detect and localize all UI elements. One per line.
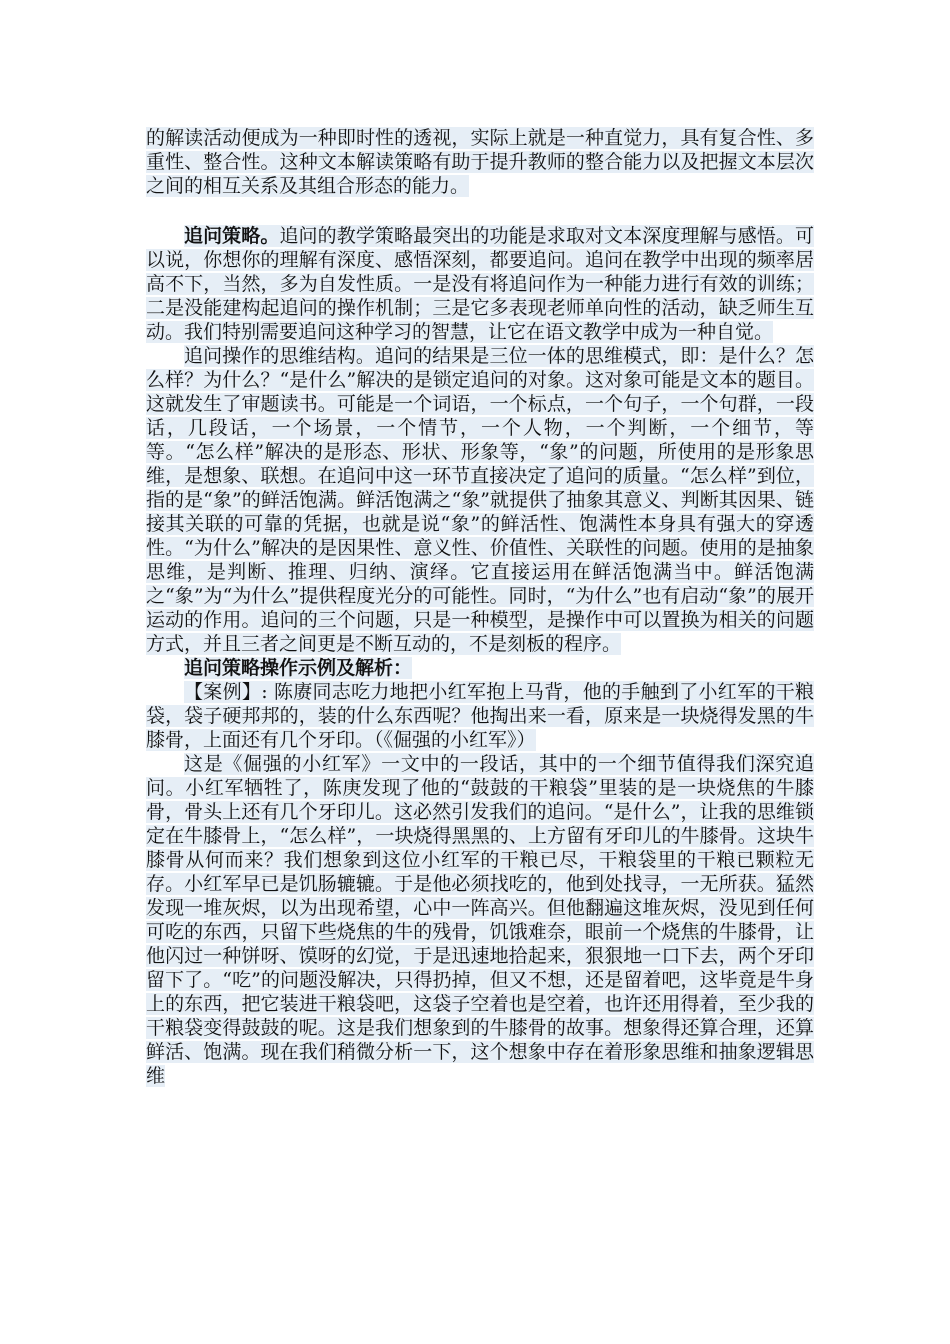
case-text: : 陈赓同志吃力地把小红军抱上马背，他的手触到了小红军的干粮袋，袋子硬邦邦的，装的什么东西呢？他掏出来一看，原来是一块烧得发黑的牛膝骨，上面还有几个牙印。（《倔强的小红军》）: [146, 681, 814, 751]
example-heading: 追问策略操作示例及解析：: [184, 657, 413, 679]
main-block: [146, 224, 814, 1088]
structure-text: 追问操作的思维结构。追问的结果是三位一体的思维模式，即：是什么？怎么样？为什么？“是什么”解决的是锁定追问的对象。这对象可能是文本的题目。这就发生了审题读书。可能是一个词语，一个标点，一个句子，一个句群，一段话，几段话，一个场景，一个情节，一个人物，一个判断，一个细节，等等。“怎么样”解决的是形态、形状、形象等，“象”的问题，所使用的是形象思维，是想象、联想。在追问中这一环节直接决定了追问的质量。“怎么样”到位，指的是“象”的鲜活饱满。鲜活饱满之“象”就提供了抽象其意义、判断其因果、链接其关联的可靠的凭据，也就是说“象”的鲜活性、饱满性本身具有强大的穿透性。“为什么”解决的是因果性、意义性、价值性、关联性的问题。使用的是抽象思维，是判断、推理、归纳、演绎。它直接运用在鲜活饱满当中。鲜活饱满之“象”为“为什么”提供程度光分的可能性。同时，“为什么”也有启动“象”的展开运动的作用。追问的三个问题，只是一种模型，是操作中可以置换为相关的问题方式，并且三者之间更是不断互动的，不是刻板的程序。: [146, 345, 814, 655]
structure-paragraph: [146, 344, 814, 656]
case-label: 【案例】: [184, 681, 262, 703]
analysis-text: 这是《倔强的小红军》一文中的一段话，其中的一个细节值得我们深究追问。小红军牺牲了，陈庚发现了他的“鼓鼓的干粮袋”里装的是一块烧焦的牛膝骨，骨头上还有几个牙印儿。这必然引发我们的追问。“是什么”，让我的思维锁定在牛膝骨上，“怎么样”，一块烧得黑黑的、上方留有牙印儿的牛膝骨。这块牛膝骨从何而来？我们想象到这位小红军的干粮已尽，干粮袋里的干粮已颗粒无存。小红军早已是饥肠辘辘。于是他必须找吃的，他到处找寻，一无所获。猛然发现一堆灰烬，以为出现希望，心中一阵高兴。但他翻遍这堆灰烬，没见到任何可吃的东西，只留下些烧焦的牛的残骨，饥饿难奈，眼前一个烧焦的牛膝骨，让他闪过一种饼呀、馍呀的幻觉，于是迅速地拾起来，狠狠地一口下去，两个牙印留下了。“吃”的问题没解决，只得扔掉，但又不想，还是留着吧，这毕竟是牛身上的东西，把它装进干粮袋吧，这袋子空着也是空着，也许还用得着，至少我的干粮袋变得鼓鼓的呢。这是我们想象到的牛膝骨的故事。想象得还算合理，还算鲜活、饱满。现在我们稍微分析一下，这个想象中存在着形象思维和抽象逻辑思维: [146, 753, 814, 1087]
strategy-paragraph: [146, 224, 814, 344]
intro-text: 的解读活动便成为一种即时性的透视，实际上就是一种直觉力，具有复合性、多重性、整合性。这种文本解读策略有助于提升教师的整合能力以及把握文本层次之间的相互关系及其组合形态的能力。: [146, 127, 814, 197]
intro-paragraph: [146, 126, 814, 198]
case-paragraph: [146, 680, 814, 752]
intro-block: [146, 126, 814, 198]
strategy-body: 追问的教学策略最突出的功能是求取对文本深度理解与感悟。可以说，你想你的理解有深度、感悟深刻，都要追问。追问在教学中出现的频率居高不下，当然，多为自发性质。一是没有将追问作为一种能力进行有效的训练；二是没能建构起追问的操作机制；三是它多表现老师单向性的活动，缺乏师生互动。我们特别需要追问这种学习的智慧，让它在语文教学中成为一种自觉。: [146, 225, 814, 343]
analysis-paragraph: [146, 752, 814, 1088]
strategy-heading: 追问策略。: [184, 225, 280, 247]
example-heading-paragraph: [146, 656, 814, 680]
